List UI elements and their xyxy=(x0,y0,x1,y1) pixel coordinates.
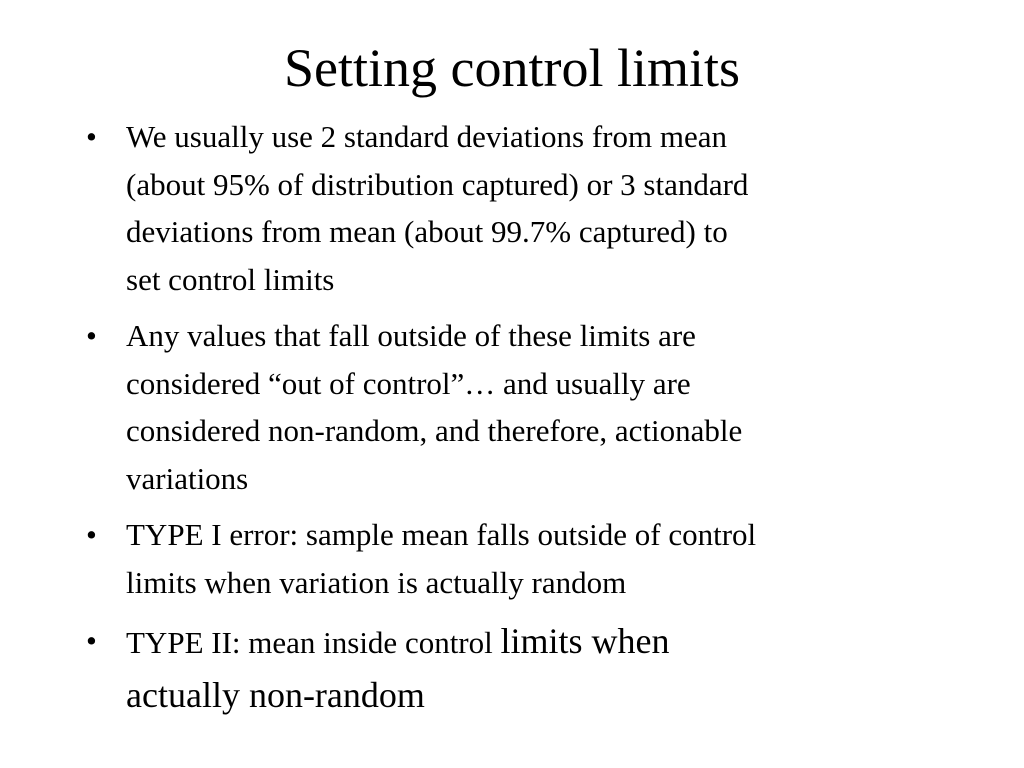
bullet-list xyxy=(86,113,966,730)
bullet-icon: • xyxy=(86,623,97,658)
bullet-icon: • xyxy=(86,119,97,154)
bullet-text-large: limits when xyxy=(500,621,670,661)
bullet-line: actually non-random xyxy=(126,675,425,715)
bullet-line: Any values that fall outside of these limits are xyxy=(126,318,696,353)
bullet-line: (about 95% of distribution captured) or 3 standard xyxy=(126,166,749,202)
bullet-line: TYPE I error: sample mean falls outside of control xyxy=(126,517,757,552)
bullet-line: considered “out of control”… and usually are xyxy=(126,365,691,401)
slide-title: Setting control limits xyxy=(284,38,740,98)
bullet-item xyxy=(86,113,966,303)
bullet-item xyxy=(86,615,966,721)
bullet-line xyxy=(126,615,966,669)
bullet-item xyxy=(86,312,966,502)
bullet-line: We usually use 2 standard deviations from mean xyxy=(126,119,727,154)
bullet-line: limits when variation is actually random xyxy=(126,564,627,600)
bullet-line: considered non-random, and therefore, actionable xyxy=(126,413,743,448)
bullet-line: deviations from mean (about 99.7% captured) to xyxy=(126,214,728,249)
bullet-line: set control limits xyxy=(126,261,335,297)
bullet-line: variations xyxy=(126,460,249,496)
bullet-text-small: TYPE II: mean inside control xyxy=(126,625,501,660)
bullet-icon: • xyxy=(86,517,97,552)
bullet-icon: • xyxy=(86,318,97,353)
bullet-item xyxy=(86,511,966,606)
